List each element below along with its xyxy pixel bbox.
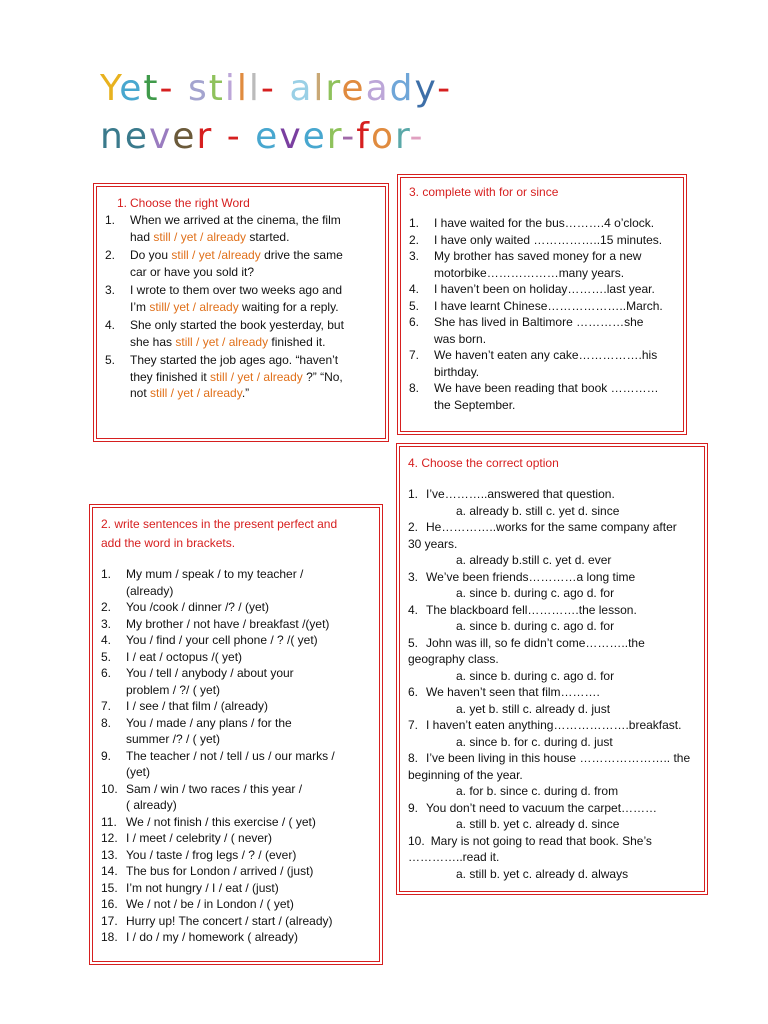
item-number: 7. — [408, 718, 419, 732]
item-number: 13. — [101, 847, 118, 862]
title-letter: e — [172, 116, 197, 157]
item-line — [130, 212, 377, 229]
item-line: You / taste / frog legs / ? / (ever) — [126, 847, 297, 862]
answer-options: still/ yet / already — [149, 299, 239, 314]
exercise-2-item — [101, 748, 371, 781]
exercise-4-item — [408, 833, 696, 883]
title-letter: o — [370, 116, 395, 157]
title-letter: Y — [100, 68, 120, 109]
title-letter: d — [389, 68, 415, 109]
item-line: The teacher / not / tell / us / our marks / — [126, 748, 335, 763]
item-number: 14. — [101, 864, 118, 878]
item-text: Mary is not going to read that book. She’s — [430, 833, 652, 848]
exercise-4-item — [408, 569, 696, 602]
title-letter: - — [341, 116, 357, 157]
exercise-2-item — [101, 847, 371, 864]
item-text: When we arrived at the cinema, the film — [130, 213, 341, 227]
item-line — [408, 635, 696, 652]
exercise-3-item — [409, 281, 675, 298]
exercise-1-heading-text: Choose the right Word — [130, 196, 250, 210]
item-line: 30 years. — [408, 536, 458, 551]
item-line: I / meet / celebrity / ( never) — [126, 831, 273, 845]
item-text: She only started the book yesterday, but — [130, 318, 344, 332]
exercise-2-item — [101, 698, 371, 715]
item-text: I wrote to them over two weeks ago and — [130, 283, 343, 297]
item-line — [130, 229, 377, 246]
title-letter: t — [143, 68, 160, 109]
exercise-2-heading — [101, 515, 371, 553]
item-text: They started the job ages ago. “haven’t — [130, 353, 339, 367]
item-number: 2. — [101, 600, 112, 614]
item-line: We / not finish / this exercise / ( yet) — [126, 814, 316, 829]
item-number: 12. — [101, 831, 118, 845]
answer-options: a. still b. yet c. already d. always — [456, 866, 629, 881]
answer-options: still / yet / already — [153, 229, 247, 244]
item-text: We haven’t seen that film………. — [426, 685, 600, 699]
exercise-4-item — [408, 602, 696, 635]
title-letter: e — [302, 116, 327, 157]
item-number: 8. — [409, 381, 420, 395]
item-text: finished it. — [268, 334, 326, 349]
exercise-2-item — [101, 649, 371, 666]
exercise-1-heading-number: 1. — [117, 196, 128, 210]
exercise-3-item — [409, 347, 675, 380]
item-line — [130, 334, 377, 351]
title-letter: y — [414, 68, 438, 109]
item-line: We have been reading that book ………… — [434, 381, 659, 395]
item-line — [130, 385, 377, 402]
item-text: I haven’t eaten anything……………….breakfast. — [426, 718, 682, 732]
item-line — [130, 369, 377, 386]
item-line: geography class. — [408, 652, 499, 666]
exercise-3-item — [409, 298, 675, 315]
exercise-2-item — [101, 913, 371, 930]
exercise-2-item — [101, 632, 371, 649]
item-number: 1. — [409, 216, 420, 230]
item-number: 3. — [408, 569, 419, 584]
exercise-1-item — [105, 317, 377, 350]
exercise-2-list — [101, 566, 371, 946]
exercise-4-item — [408, 684, 696, 717]
item-line: problem / ?/ ( yet) — [126, 682, 221, 697]
title-letter: - — [437, 68, 453, 109]
item-line: I’m not hungry / I / eat / (just) — [126, 880, 279, 895]
item-text: not — [130, 386, 151, 400]
title-letter: - — [409, 116, 425, 157]
answer-options: a. since b. during c. ago d. for — [456, 668, 615, 683]
item-line: My brother has saved money for a new — [434, 249, 642, 263]
title-letter: r — [196, 116, 214, 157]
item-line: My mum / speak / to my teacher / — [126, 567, 304, 581]
title-letter: l — [313, 68, 326, 109]
exercise-3-item — [409, 232, 675, 249]
exercise-3-item — [409, 380, 675, 413]
item-line: I haven’t been on holiday……….last year. — [434, 282, 655, 296]
item-number: 5. — [101, 649, 112, 664]
item-number: 3. — [105, 283, 116, 297]
item-line: We haven’t eaten any cake…………….his — [434, 348, 658, 362]
answer-options: still / yet / already — [175, 334, 269, 349]
item-line: (yet) — [126, 765, 150, 779]
item-number: 9. — [101, 748, 112, 763]
exercise-4-item — [408, 717, 696, 750]
exercise-3-heading: 3. complete with for or since — [409, 185, 559, 199]
item-number: 5. — [105, 353, 116, 367]
title-letter: v — [148, 116, 173, 157]
item-line: I have only waited ……………..15 minutes. — [434, 232, 663, 247]
exercise-1-item — [105, 212, 377, 245]
item-line: Hurry up! The concert / start / (already) — [126, 913, 333, 928]
item-number: 16. — [101, 897, 118, 911]
exercise-4-heading: 4. Choose the correct option — [408, 456, 559, 470]
item-line: We / not / be / in London / ( yet) — [126, 897, 294, 911]
answer-options: a. since b. during c. ago d. for — [456, 619, 615, 633]
answer-options: a. for b. since c. during d. from — [456, 784, 619, 798]
item-line — [408, 569, 696, 586]
item-line — [130, 247, 377, 264]
item-line: I / see / that film / (already) — [126, 699, 269, 713]
item-number: 1. — [105, 213, 116, 227]
item-line: You / tell / anybody / about your — [126, 666, 294, 680]
item-line: Sam / win / two races / this year / — [126, 781, 303, 796]
exercise-4-item — [408, 635, 696, 685]
item-number: 6. — [101, 666, 112, 680]
item-number: 1. — [101, 567, 112, 581]
answer-options: a. already b. still c. yet d. since — [456, 503, 620, 518]
item-line — [408, 519, 696, 536]
exercise-2-heading-line-1: 2. write sentences in the present perfect and — [101, 517, 338, 531]
exercise-2-item — [101, 599, 371, 616]
item-line — [130, 299, 377, 316]
title-letter: a — [365, 68, 390, 109]
item-line: You /cook / dinner /? / (yet) — [126, 600, 269, 614]
item-line — [130, 264, 377, 281]
exercise-2-heading-line-2: add the word in brackets. — [101, 536, 236, 550]
item-number: 8. — [408, 751, 419, 765]
item-line — [130, 352, 377, 369]
item-line: motorbike………………many years. — [434, 265, 625, 280]
exercise-4-item — [408, 800, 696, 833]
item-text: I’ve been living in this house ………………….. the — [426, 751, 691, 765]
item-line: My brother / not have / breakfast /(yet) — [126, 616, 330, 631]
item-number: 7. — [409, 348, 420, 362]
exercise-3-item — [409, 314, 675, 347]
title-letter: l — [236, 68, 249, 109]
item-line: You / find / your cell phone / ? /( yet) — [126, 633, 318, 647]
exercise-4-item — [408, 519, 696, 569]
answer-options: a. since b. for c. during d. just — [456, 734, 613, 749]
exercise-2-item — [101, 566, 371, 599]
item-line — [408, 684, 696, 701]
exercise-4-item — [408, 750, 696, 800]
item-line: I have learnt Chinese………………..March. — [434, 298, 663, 313]
item-number: 2. — [105, 248, 116, 262]
title-letter: e — [341, 68, 366, 109]
title-letter: e — [124, 116, 149, 157]
exercise-1-item — [105, 352, 377, 402]
item-number: 6. — [408, 685, 419, 699]
item-line: summer /? / ( yet) — [126, 732, 221, 746]
item-text: she has — [130, 334, 176, 349]
item-line: …………..read it. — [408, 850, 500, 864]
item-number: 3. — [101, 616, 112, 631]
item-line: I / do / my / homework ( already) — [126, 930, 299, 944]
item-number: 6. — [409, 315, 420, 329]
title-letter: - — [213, 116, 256, 157]
title-letter: - — [159, 68, 188, 109]
answer-options: a. yet b. still c. already d. just — [456, 701, 611, 716]
item-text: had — [130, 229, 154, 244]
title-letter: r — [325, 68, 342, 109]
item-text: John was ill, so fe didn’t come………..the — [426, 635, 645, 650]
item-number: 9. — [408, 800, 419, 815]
exercise-2-item — [101, 781, 371, 814]
item-line — [408, 486, 696, 503]
exercise-3-box — [400, 177, 684, 432]
item-number: 4. — [408, 602, 419, 617]
item-text: Do you — [130, 248, 172, 262]
exercise-2-item — [101, 863, 371, 880]
exercise-2-item — [101, 896, 371, 913]
exercise-2-item — [101, 814, 371, 831]
exercise-2-item — [101, 830, 371, 847]
title-letter: a — [289, 68, 314, 109]
item-number: 7. — [101, 699, 112, 713]
exercise-2-item — [101, 929, 371, 946]
item-line: You / made / any plans / for the — [126, 715, 292, 730]
item-number: 17. — [101, 913, 118, 928]
item-number: 4. — [105, 318, 116, 332]
item-text: We’ve been friends…………a long time — [426, 569, 636, 584]
item-line — [408, 800, 696, 817]
item-number: 18. — [101, 930, 118, 944]
exercise-3-item — [409, 248, 675, 281]
exercise-1-list — [105, 212, 377, 402]
item-number: 8. — [101, 715, 112, 730]
exercise-3-item — [409, 215, 675, 232]
title-letter: t — [208, 68, 225, 109]
title-letter: e — [119, 68, 144, 109]
exercise-4-list — [408, 486, 696, 882]
item-number: 15. — [101, 880, 118, 895]
item-number: 1. — [408, 487, 419, 501]
title-letter: f — [356, 116, 371, 157]
item-number: 2. — [409, 232, 420, 247]
item-number: 4. — [101, 633, 112, 647]
answer-options: a. since b. during c. ago d. for — [456, 586, 615, 600]
item-number: 5. — [409, 298, 420, 313]
item-number: 5. — [408, 635, 419, 650]
item-line — [408, 717, 696, 734]
item-number: 3. — [409, 249, 420, 263]
item-number: 10. — [101, 781, 118, 796]
title-letter: - — [260, 68, 290, 109]
answer-options: a. still b. yet c. already d. since — [456, 817, 620, 831]
item-line: birthday. — [434, 364, 480, 379]
item-number: 4. — [409, 282, 420, 296]
title-letter: l — [248, 68, 261, 109]
item-text: started. — [246, 229, 290, 244]
exercise-1-item — [105, 282, 377, 315]
item-text: I’ve………..answered that question. — [426, 487, 615, 501]
exercise-4-box — [399, 446, 705, 892]
item-line: I have waited for the bus……….4 o’clock. — [434, 216, 655, 230]
item-number: 11. — [101, 814, 117, 829]
item-line — [408, 602, 696, 619]
exercise-1-heading — [105, 195, 377, 212]
title-line-1 — [100, 68, 453, 109]
item-text: waiting for a reply. — [238, 299, 339, 314]
exercise-2-item — [101, 616, 371, 633]
item-number: 10. — [408, 833, 425, 848]
item-line — [130, 317, 377, 334]
item-text: He…………..works for the same company after — [426, 520, 677, 534]
title-letter: n — [100, 116, 125, 157]
item-line: ( already) — [126, 798, 177, 812]
item-line — [408, 750, 696, 767]
item-line: was born. — [434, 331, 487, 346]
item-text: drive the same — [260, 248, 343, 262]
item-text: they finished it — [130, 369, 211, 384]
item-line: the September. — [434, 397, 516, 412]
answer-options: still / yet /already — [171, 248, 261, 262]
title-letter: v — [279, 116, 303, 157]
item-text: ?” “No, — [302, 369, 343, 384]
title-letter: s — [187, 68, 209, 109]
exercise-1-item — [105, 247, 377, 280]
item-text: I’m — [130, 299, 150, 314]
answer-options: still / yet / already — [210, 369, 303, 384]
title-letter: r — [395, 116, 410, 157]
item-line: The bus for London / arrived / (just) — [126, 864, 314, 878]
answer-options: still / yet / already — [150, 386, 242, 400]
title-letter: e — [255, 116, 280, 157]
item-text: car or have you sold it? — [130, 264, 255, 279]
exercise-2-box — [92, 507, 380, 962]
exercise-2-item — [101, 665, 371, 698]
item-text: The blackboard fell………….the lesson. — [426, 602, 637, 617]
item-line: (already) — [126, 583, 174, 598]
answer-options: a. already b.still c. yet d. ever — [456, 553, 612, 567]
item-line — [408, 833, 696, 850]
title-letter: r — [326, 116, 342, 157]
item-text: You don’t need to vacuum the carpet……… — [426, 800, 658, 815]
title-line-2 — [100, 116, 425, 157]
item-line — [130, 282, 377, 299]
item-line: I / eat / octopus /( yet) — [126, 649, 243, 664]
exercise-4-item — [408, 486, 696, 519]
exercise-3-list — [409, 215, 675, 413]
exercise-2-item — [101, 715, 371, 748]
exercise-1-box — [96, 186, 386, 439]
item-line: She has lived in Baltimore …………she — [434, 315, 644, 329]
item-text: .” — [241, 386, 250, 400]
exercise-2-item — [101, 880, 371, 897]
item-number: 2. — [408, 520, 419, 534]
item-line: beginning of the year. — [408, 767, 523, 782]
title-letter: i — [224, 68, 237, 109]
